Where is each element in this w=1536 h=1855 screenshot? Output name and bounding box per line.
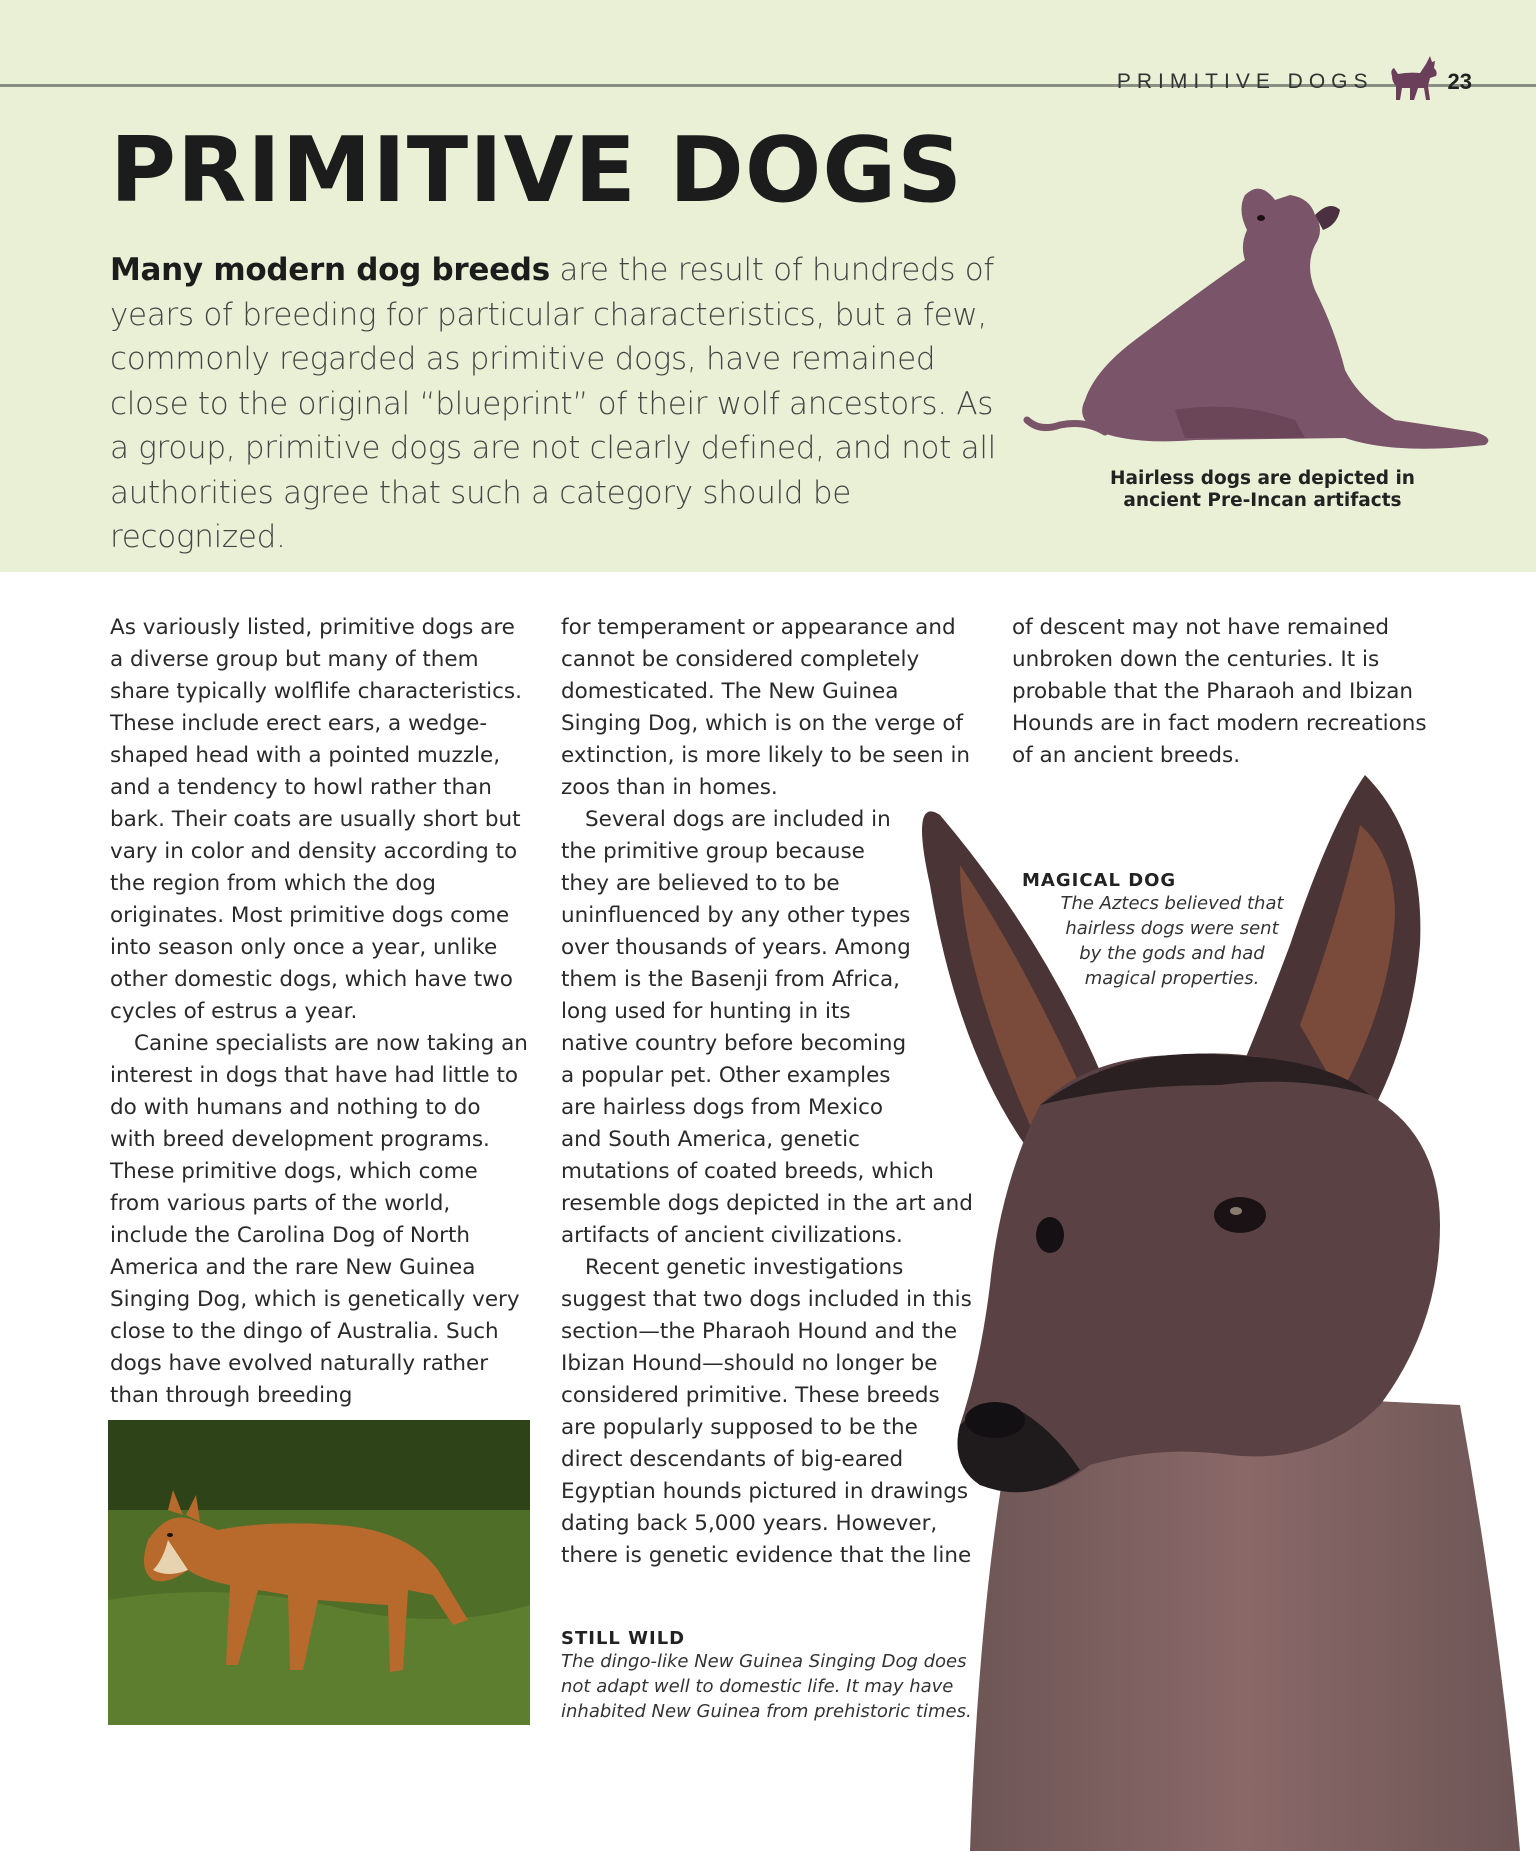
col2-line: cannot be considered completely <box>561 647 920 672</box>
magical-dog-line-2: hairless dogs were sent <box>1065 918 1279 939</box>
body-column-1 <box>110 612 530 1412</box>
col2-line: over thousands of years. Among <box>561 935 911 960</box>
col2-line: suggest that two dogs included in this <box>561 1287 972 1312</box>
col2-line: artifacts of ancient civilizations. <box>561 1223 903 1248</box>
col2-line: native country before becoming <box>561 1031 907 1056</box>
new-guinea-singing-dog-image <box>108 1420 530 1725</box>
col2-line: zoos than in homes. <box>561 775 778 800</box>
top-caption-line-2: ancient Pre-Incan artifacts <box>1123 490 1402 511</box>
magical-dog-title: MAGICAL DOG <box>1022 870 1177 891</box>
col1-paragraph-1: As variously listed, primitive dogs are a diverse group but many of them share typically wolflife characteristics. These include erect ears, a wedge-shaped head with a pointed muzzle, and a tendency to howl rather than bark. Their coats are usually short but vary in color and density according to the region from which the dog originates. Most primitive dogs come into season only once a year, unlike other domestic dogs, which have two cycles of estrus a year. <box>110 615 522 1024</box>
magical-dog-line-4: magical properties. <box>1084 968 1260 989</box>
col2-line: the primitive group because <box>561 839 865 864</box>
magical-dog-line-3: by the gods and had <box>1079 943 1265 964</box>
page-number: 23 <box>1447 68 1472 94</box>
col2-line: Recent genetic investigations <box>585 1255 904 1280</box>
col1-paragraph-2: Canine specialists are now taking an interest in dogs that have had little to do with humans and nothing to do with breed development programs. These primitive dogs, which come from various parts of the world, include the Carolina Dog of North America and the rare New Guinea Singing Dog, which is genetically very close to the dingo of Australia. Such dogs have evolved naturally rather than through breeding <box>110 1031 528 1408</box>
hairless-dog-lying-image <box>1015 170 1505 470</box>
col3-paragraph-1: of descent may not have remained unbroken down the centuries. It is probable that the Pharaoh and Ibizan Hounds are in fact modern recreations of an ancient breeds. <box>1012 615 1427 768</box>
intro-rest: are the result of hundreds of years of breeding for particular characteristics, but a few, commonly regarded as primitive dogs, have remained close to the original “blueprint” of their wolf ancestors. As a group, primitive dogs are not clearly defined, and not all authorities agree that such a category should be recognized. <box>110 252 996 555</box>
intro-paragraph <box>110 248 1010 560</box>
still-wild-caption <box>561 1628 1001 1724</box>
col2-line: resemble dogs depicted in the art and <box>561 1191 973 1216</box>
still-wild-body: The dingo-like New Guinea Singing Dog does not adapt well to domestic life. It may have inhabited New Guinea from prehistoric times. <box>561 1651 972 1722</box>
col2-line: are hairless dogs from Mexico <box>561 1095 884 1120</box>
intro-lead: Many modern dog breeds <box>110 252 550 288</box>
top-caption-line-1: Hairless dogs are depicted in <box>1110 468 1415 489</box>
col2-line: Several dogs are included in <box>585 807 891 832</box>
col2-line: Egyptian hounds pictured in drawings <box>561 1479 969 1504</box>
col2-line: section—the Pharaoh Hound and the <box>561 1319 958 1344</box>
col2-line: Singing Dog, which is on the verge of <box>561 711 964 736</box>
col2-line: uninfluenced by any other types <box>561 903 911 928</box>
still-wild-title: STILL WILD <box>561 1628 686 1649</box>
col2-line: for temperament or appearance and <box>561 615 956 640</box>
body-column-3 <box>1012 612 1442 772</box>
col2-line: domesticated. The New Guinea <box>561 679 899 704</box>
col2-line: considered primitive. These breeds <box>561 1383 940 1408</box>
col2-line: direct descendants of big-eared <box>561 1447 904 1472</box>
col2-line: a popular pet. Other examples <box>561 1063 891 1088</box>
col2-line: long used for hunting in its <box>561 999 851 1024</box>
col2-line: and South America, genetic <box>561 1127 860 1152</box>
col2-line: they are believed to to be <box>561 871 840 896</box>
page-title: PRIMITIVE DOGS <box>110 118 964 223</box>
col2-line: mutations of coated breeds, which <box>561 1159 934 1184</box>
magical-dog-caption <box>1022 870 1322 991</box>
dog-silhouette-icon <box>1388 52 1440 111</box>
col2-line: extinction, is more likely to be seen in <box>561 743 971 768</box>
col2-line: Ibizan Hound—should no longer be <box>561 1351 938 1376</box>
magical-dog-line-1: The Aztecs believed that <box>1060 893 1284 914</box>
running-head <box>1117 52 1472 111</box>
top-image-caption <box>1090 468 1435 512</box>
col2-line: there is genetic evidence that the line <box>561 1543 972 1568</box>
col2-line: are popularly supposed to be the <box>561 1415 918 1440</box>
col2-line: dating back 5,000 years. However, <box>561 1511 938 1536</box>
running-title: PRIMITIVE DOGS <box>1116 69 1374 93</box>
col2-line: them is the Basenji from Africa, <box>561 967 900 992</box>
